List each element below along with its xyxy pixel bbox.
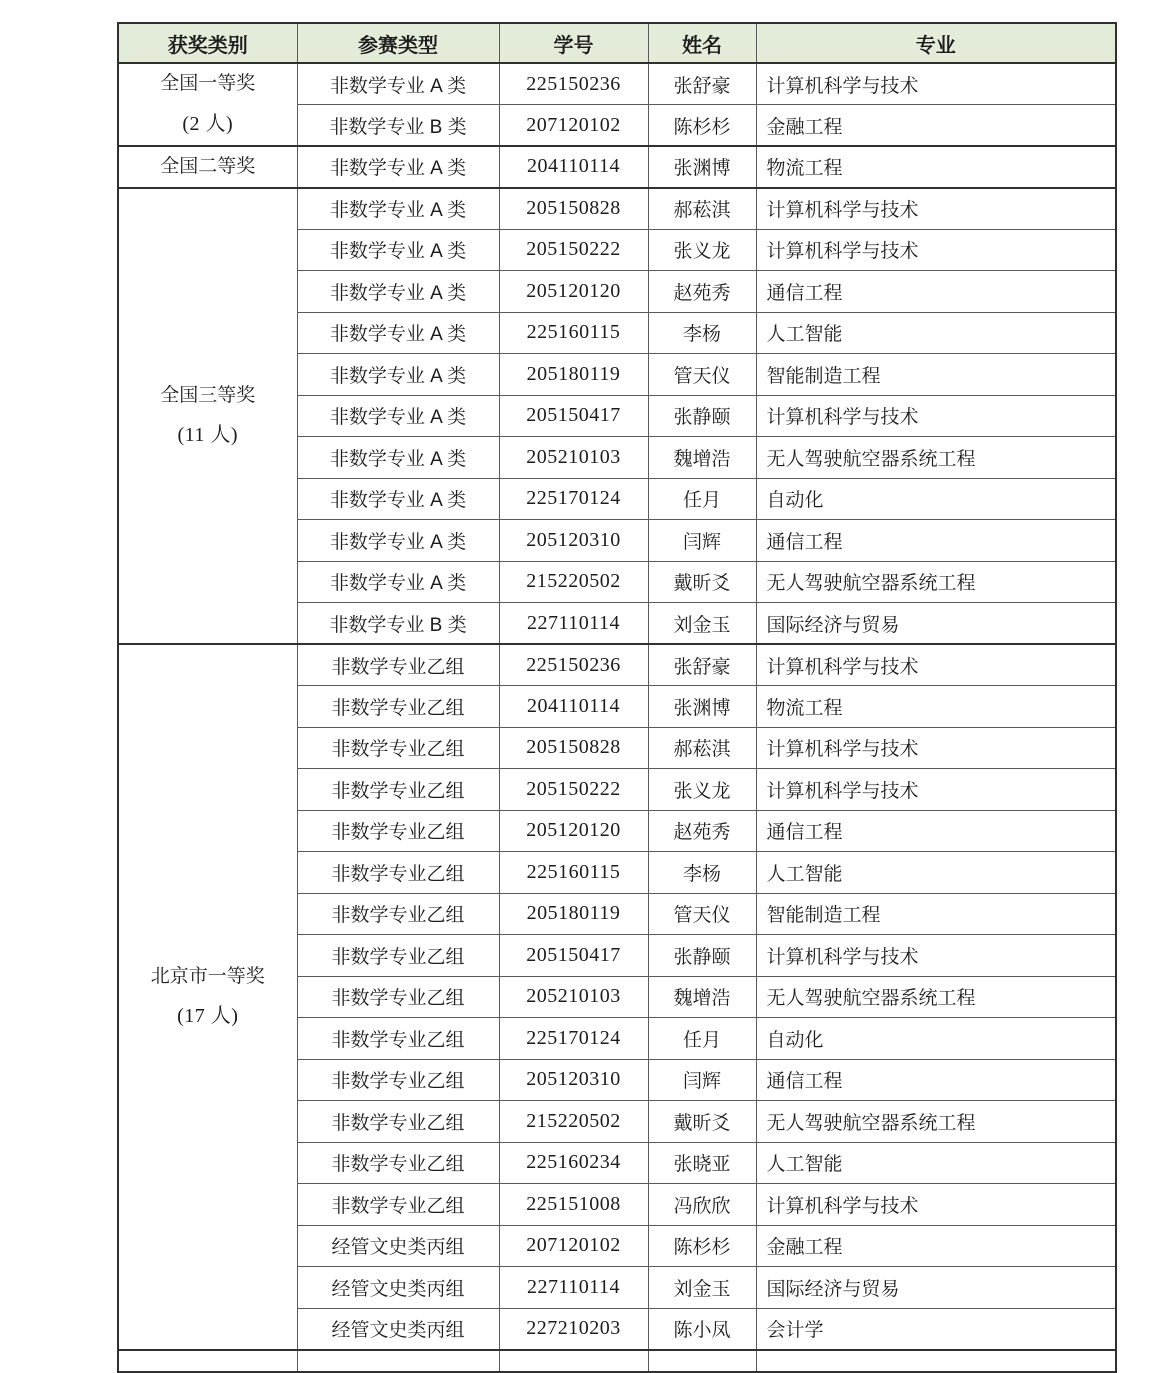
award-category-label: 全国一等奖	[160, 73, 256, 95]
student-id-cell: 227110114	[499, 1267, 648, 1309]
name-cell: 张静颐	[648, 395, 756, 437]
name-cell: 李杨	[648, 852, 756, 894]
col-header-major: 专业	[756, 23, 1116, 63]
major-cell: 人工智能	[756, 852, 1116, 894]
entry-type-cell: 经管文史类丙组	[297, 1308, 499, 1350]
table-header	[118, 23, 1116, 63]
name-cell: 张舒豪	[648, 63, 756, 105]
major-cell: 计算机科学与技术	[756, 188, 1116, 230]
award-category-cell	[118, 188, 297, 645]
major-cell: 计算机科学与技术	[756, 644, 1116, 686]
student-id-cell: 205120120	[499, 271, 648, 313]
student-id-cell: 205150222	[499, 769, 648, 811]
name-cell: 李杨	[648, 312, 756, 354]
major-cell: 计算机科学与技术	[756, 395, 1116, 437]
award-results-table	[117, 22, 1117, 1373]
major-cell: 通信工程	[756, 1059, 1116, 1101]
student-id-cell: 225160115	[499, 312, 648, 354]
student-id-cell: 225150236	[499, 644, 648, 686]
col-header-award-category: 获奖类别	[118, 23, 297, 63]
name-cell: 陈杉杉	[648, 105, 756, 147]
student-id-cell: 207120102	[499, 105, 648, 147]
entry-type-cell: 非数学专业 A 类	[297, 354, 499, 396]
student-id-cell: 225151008	[499, 1184, 648, 1226]
entry-type-cell: 非数学专业 A 类	[297, 312, 499, 354]
entry-type-cell: 非数学专业 A 类	[297, 561, 499, 603]
partial-next-row	[118, 1350, 1116, 1372]
name-cell: 张渊博	[648, 146, 756, 188]
major-cell: 计算机科学与技术	[756, 727, 1116, 769]
entry-type-cell: 非数学专业乙组	[297, 644, 499, 686]
major-cell: 计算机科学与技术	[756, 229, 1116, 271]
name-cell: 张义龙	[648, 769, 756, 811]
student-id-cell: 205120120	[499, 810, 648, 852]
award-category-count: (17 人)	[177, 1004, 239, 1027]
major-cell: 通信工程	[756, 810, 1116, 852]
entry-type-cell: 非数学专业乙组	[297, 852, 499, 894]
major-cell: 国际经济与贸易	[756, 603, 1116, 645]
entry-type-cell: 非数学专业乙组	[297, 810, 499, 852]
entry-type-cell: 非数学专业 A 类	[297, 229, 499, 271]
student-id-cell: 215220502	[499, 561, 648, 603]
name-cell: 郝菘淇	[648, 188, 756, 230]
entry-type-cell: 经管文史类丙组	[297, 1225, 499, 1267]
entry-type-cell: 非数学专业乙组	[297, 769, 499, 811]
entry-type-cell: 非数学专业 A 类	[297, 271, 499, 313]
name-cell: 刘金玉	[648, 603, 756, 645]
name-cell: 闫辉	[648, 520, 756, 562]
award-category-cell	[118, 644, 297, 1350]
empty-cell	[756, 1350, 1116, 1372]
entry-type-cell: 非数学专业乙组	[297, 1018, 499, 1060]
table-body	[118, 63, 1116, 1372]
student-id-cell: 205120310	[499, 1059, 648, 1101]
award-category-count: (2 人)	[182, 112, 234, 135]
student-id-cell: 205150222	[499, 229, 648, 271]
entry-type-cell: 非数学专业乙组	[297, 686, 499, 728]
award-category-label: 全国二等奖	[160, 155, 256, 177]
major-cell: 人工智能	[756, 312, 1116, 354]
major-cell: 会计学	[756, 1308, 1116, 1350]
entry-type-cell: 非数学专业乙组	[297, 1101, 499, 1143]
student-id-cell: 205150417	[499, 395, 648, 437]
student-id-cell: 225160115	[499, 852, 648, 894]
major-cell: 物流工程	[756, 686, 1116, 728]
name-cell: 张舒豪	[648, 644, 756, 686]
award-category-label: 北京市一等奖	[150, 965, 265, 987]
major-cell: 自动化	[756, 478, 1116, 520]
name-cell: 郝菘淇	[648, 727, 756, 769]
awards-table-container	[117, 22, 1115, 1373]
student-id-cell: 215220502	[499, 1101, 648, 1143]
student-id-cell: 204110114	[499, 146, 648, 188]
student-id-cell: 227210203	[499, 1308, 648, 1350]
name-cell: 冯欣欣	[648, 1184, 756, 1226]
student-id-cell: 225170124	[499, 478, 648, 520]
entry-type-cell: 非数学专业 A 类	[297, 395, 499, 437]
empty-cell	[297, 1350, 499, 1372]
major-cell: 国际经济与贸易	[756, 1267, 1116, 1309]
name-cell: 闫辉	[648, 1059, 756, 1101]
major-cell: 金融工程	[756, 1225, 1116, 1267]
name-cell: 张义龙	[648, 229, 756, 271]
award-category-cell	[118, 146, 297, 188]
entry-type-cell: 非数学专业乙组	[297, 727, 499, 769]
student-id-cell: 205150417	[499, 935, 648, 977]
name-cell: 张静颐	[648, 935, 756, 977]
name-cell: 张渊博	[648, 686, 756, 728]
student-id-cell: 225160234	[499, 1142, 648, 1184]
major-cell: 通信工程	[756, 520, 1116, 562]
entry-type-cell: 非数学专业 A 类	[297, 437, 499, 479]
entry-type-cell: 非数学专业 A 类	[297, 520, 499, 562]
entry-type-cell: 非数学专业 A 类	[297, 146, 499, 188]
major-cell: 计算机科学与技术	[756, 769, 1116, 811]
table-row	[118, 146, 1116, 188]
entry-type-cell: 非数学专业 A 类	[297, 188, 499, 230]
major-cell: 计算机科学与技术	[756, 935, 1116, 977]
major-cell: 自动化	[756, 1018, 1116, 1060]
entry-type-cell: 非数学专业乙组	[297, 893, 499, 935]
entry-type-cell: 非数学专业乙组	[297, 1142, 499, 1184]
student-id-cell: 225170124	[499, 1018, 648, 1060]
name-cell: 陈杉杉	[648, 1225, 756, 1267]
major-cell: 人工智能	[756, 1142, 1116, 1184]
major-cell: 计算机科学与技术	[756, 1184, 1116, 1226]
empty-cell	[648, 1350, 756, 1372]
major-cell: 物流工程	[756, 146, 1116, 188]
name-cell: 赵苑秀	[648, 810, 756, 852]
student-id-cell: 205210103	[499, 976, 648, 1018]
major-cell: 金融工程	[756, 105, 1116, 147]
major-cell: 智能制造工程	[756, 893, 1116, 935]
name-cell: 管天仪	[648, 893, 756, 935]
award-category-label: 全国三等奖	[160, 384, 256, 406]
empty-cell	[499, 1350, 648, 1372]
student-id-cell: 205150828	[499, 727, 648, 769]
major-cell: 无人驾驶航空器系统工程	[756, 437, 1116, 479]
header-row	[118, 23, 1116, 63]
major-cell: 无人驾驶航空器系统工程	[756, 1101, 1116, 1143]
name-cell: 任月	[648, 478, 756, 520]
major-cell: 通信工程	[756, 271, 1116, 313]
table-row	[118, 644, 1116, 686]
entry-type-cell: 非数学专业 B 类	[297, 603, 499, 645]
table-row	[118, 188, 1116, 230]
name-cell: 戴昕爻	[648, 561, 756, 603]
name-cell: 魏增浩	[648, 437, 756, 479]
entry-type-cell: 非数学专业乙组	[297, 935, 499, 977]
name-cell: 戴昕爻	[648, 1101, 756, 1143]
entry-type-cell: 非数学专业乙组	[297, 976, 499, 1018]
table-row	[118, 63, 1116, 105]
student-id-cell: 205180119	[499, 893, 648, 935]
name-cell: 刘金玉	[648, 1267, 756, 1309]
major-cell: 计算机科学与技术	[756, 63, 1116, 105]
student-id-cell: 205180119	[499, 354, 648, 396]
name-cell: 赵苑秀	[648, 271, 756, 313]
student-id-cell: 225150236	[499, 63, 648, 105]
name-cell: 任月	[648, 1018, 756, 1060]
name-cell: 魏增浩	[648, 976, 756, 1018]
award-category-cell	[118, 63, 297, 146]
entry-type-cell: 非数学专业乙组	[297, 1059, 499, 1101]
student-id-cell: 204110114	[499, 686, 648, 728]
entry-type-cell: 非数学专业乙组	[297, 1184, 499, 1226]
student-id-cell: 205210103	[499, 437, 648, 479]
entry-type-cell: 非数学专业 A 类	[297, 478, 499, 520]
col-header-student-id: 学号	[499, 23, 648, 63]
entry-type-cell: 非数学专业 B 类	[297, 105, 499, 147]
col-header-entry-type: 参赛类型	[297, 23, 499, 63]
award-category-count: (11 人)	[177, 423, 239, 446]
student-id-cell: 207120102	[499, 1225, 648, 1267]
student-id-cell: 205120310	[499, 520, 648, 562]
major-cell: 无人驾驶航空器系统工程	[756, 561, 1116, 603]
col-header-name: 姓名	[648, 23, 756, 63]
major-cell: 智能制造工程	[756, 354, 1116, 396]
name-cell: 管天仪	[648, 354, 756, 396]
entry-type-cell: 非数学专业 A 类	[297, 63, 499, 105]
empty-cell	[118, 1350, 297, 1372]
entry-type-cell: 经管文史类丙组	[297, 1267, 499, 1309]
name-cell: 张晓亚	[648, 1142, 756, 1184]
student-id-cell: 205150828	[499, 188, 648, 230]
student-id-cell: 227110114	[499, 603, 648, 645]
name-cell: 陈小凤	[648, 1308, 756, 1350]
major-cell: 无人驾驶航空器系统工程	[756, 976, 1116, 1018]
